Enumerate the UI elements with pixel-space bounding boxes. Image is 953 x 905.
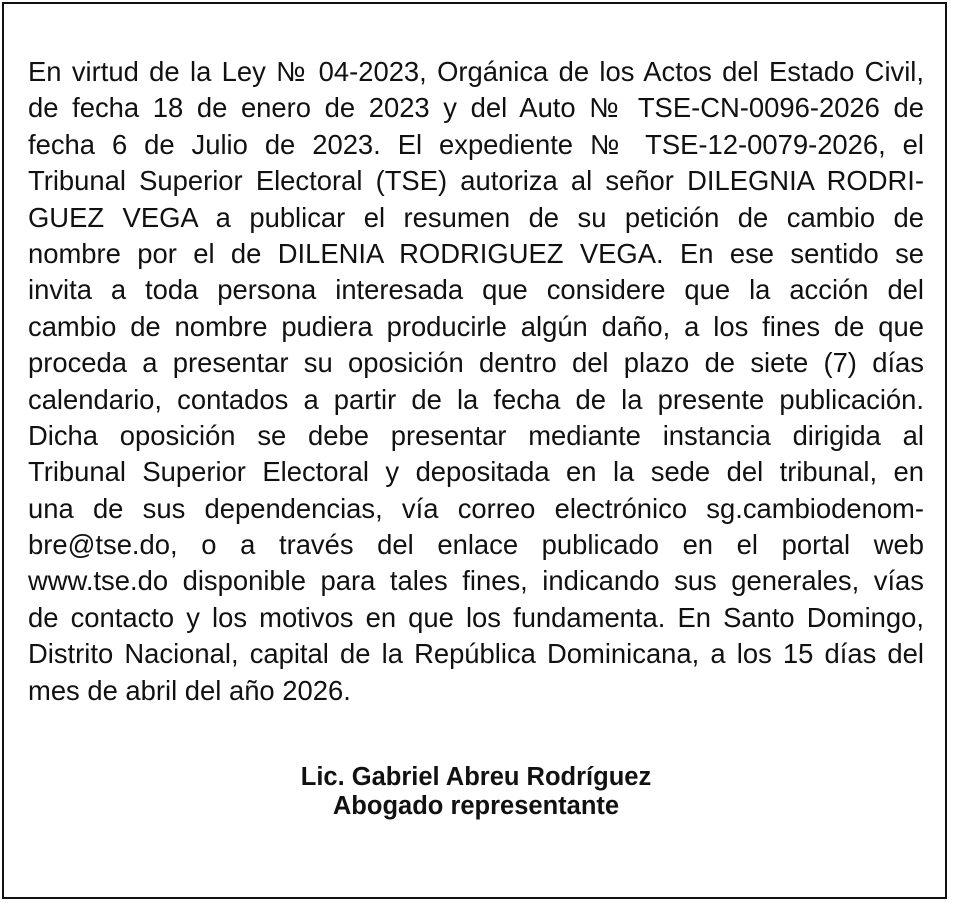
- notice-line: una de sus dependencias, vía correo electrónico sg.cambiodenom-: [28, 492, 924, 524]
- notice-line: www.tse.do disponible para tales fines, indicando sus generales, vías: [28, 565, 924, 597]
- notice-line: Tribunal Superior Electoral (TSE) autoriza al señor DILEGNIA RODRI-: [28, 165, 924, 197]
- notice-line: Tribunal Superior Electoral y depositada en la sede del tribunal, en: [28, 456, 924, 488]
- notice-line: En virtud de la Ley № 04-2023, Orgánica de los Actos del Estado Civil,: [28, 56, 924, 87]
- notice-line: invita a toda persona interesada que considere que la acción del: [28, 274, 924, 306]
- notice-line: Distrito Nacional, capital de la República Dominicana, a los 15 días del: [28, 638, 924, 670]
- signatory-name: Lic. Gabriel Abreu Rodríguez: [300, 763, 652, 791]
- notice-line: cambio de nombre pudiera producirle algún daño, a los fines de que: [28, 310, 924, 342]
- notice-line: proceda a presentar su oposición dentro del plazo de siete (7) días: [28, 347, 924, 379]
- signature-block: [28, 763, 924, 821]
- signatory-title: Abogado representante: [332, 792, 620, 820]
- notice-line-last: mes de abril del año 2026.: [28, 674, 351, 706]
- notice-line: de contacto y los motivos en que los fundamenta. En Santo Domingo,: [28, 601, 924, 633]
- notice-line: de fecha 18 de enero de 2023 y del Auto № TSE-CN-0096-2026 de: [28, 92, 924, 124]
- notice-line: calendario, contados a partir de la fecha de la presente publicación.: [28, 383, 924, 415]
- notice-line: fecha 6 de Julio de 2023. El expediente № TSE-12-0079-2026, el: [28, 128, 924, 160]
- legal-notice-box: [2, 2, 947, 899]
- notice-body: [28, 54, 924, 709]
- notice-line: bre@tse.do, o a través del enlace publicado en el portal web: [28, 529, 924, 561]
- notice-line: Dicha oposición se debe presentar mediante instancia dirigida al: [28, 419, 924, 451]
- notice-line: nombre por el de DILENIA RODRIGUEZ VEGA. En ese sentido se: [28, 237, 924, 269]
- notice-line: GUEZ VEGA a publicar el resumen de su petición de cambio de: [28, 201, 924, 233]
